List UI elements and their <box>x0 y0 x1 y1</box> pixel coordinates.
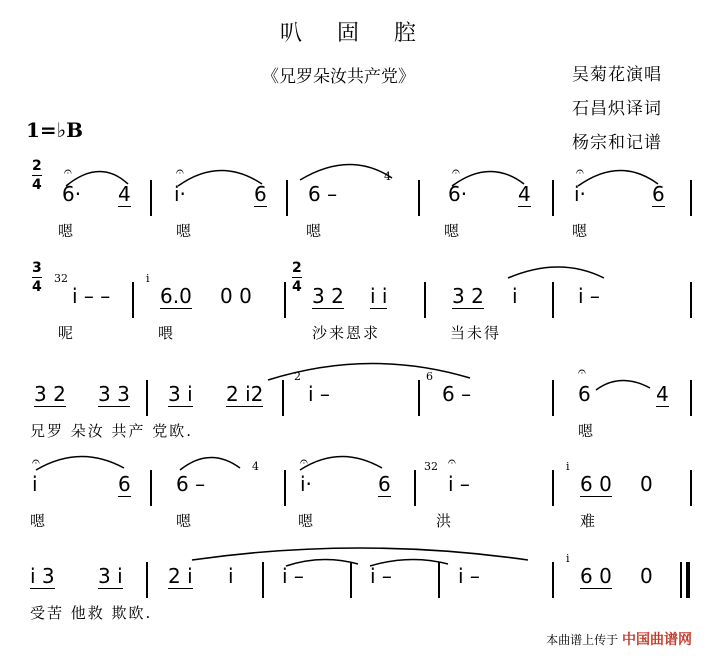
key-signature: 1=♭B <box>26 118 84 142</box>
credit-singer: 吴菊花演唱 <box>572 65 662 85</box>
lyric: 喂 <box>158 324 176 342</box>
credit-translator: 石昌炽译词 <box>572 99 662 119</box>
footer-brand[interactable]: 中国曲谱网 <box>622 632 692 648</box>
credit-transcriber: 杨宗和记谱 <box>572 133 662 153</box>
lyric: 受苦 他救 欺欧. <box>30 604 153 622</box>
footer-label: 本曲谱上传于 <box>546 633 619 647</box>
lyric: 兄罗 朵汝 共产 党欧. <box>30 422 194 440</box>
song-title: 叭 固 腔 <box>280 21 430 46</box>
lyric: 洪 <box>436 512 454 530</box>
time-signature: 2 4 <box>292 260 302 295</box>
lyric: 嗯 <box>176 222 194 240</box>
staff-line-5 <box>0 532 710 632</box>
lyric: 沙来恩求 <box>312 324 381 342</box>
staff-line-3 <box>0 350 710 450</box>
lyric: 嗯 <box>444 222 462 240</box>
lyric: 嗯 <box>572 222 590 240</box>
footer-credit <box>546 629 692 649</box>
lyric: 嗯 <box>578 422 596 440</box>
staff-line-2 <box>0 252 710 352</box>
notes-line-5: i 3 3 i 2 i i i – i – i – i 6 0 0 <box>0 550 710 590</box>
time-signature: 2 4 <box>32 158 42 193</box>
notes-line-1: 𝄐 6· 4 𝄐 i· 6 6 – 4 𝄐 6· 4 𝄐 i· 6 <box>0 168 710 208</box>
staff-line-1 <box>0 150 710 250</box>
lyric: 嗯 <box>58 222 76 240</box>
lyric: 难 <box>580 512 598 530</box>
lyric: 当未得 <box>450 324 502 342</box>
lyric: 嗯 <box>176 512 194 530</box>
song-subtitle: 《兄罗朵汝共产党》 <box>262 67 415 87</box>
staff-line-4 <box>0 440 710 540</box>
time-signature: 3 4 <box>32 260 42 295</box>
lyric: 呢 <box>58 324 76 342</box>
lyric: 嗯 <box>30 512 48 530</box>
notes-line-4: 𝄐 i 6 6 – 4 𝄐 i· 6 32 𝄐 i – i 6 0 0 <box>0 458 710 498</box>
lyric: 嗯 <box>298 512 316 530</box>
notes-line-3: 3 2 3 3 3 i 2 i2 2 i – 6 6 – 𝄐 6 4 <box>0 368 710 408</box>
notes-line-2: 32 i – – i 6.0 0 0 3 2 i i 3 2 i i – <box>0 270 710 310</box>
lyric: 嗯 <box>306 222 324 240</box>
